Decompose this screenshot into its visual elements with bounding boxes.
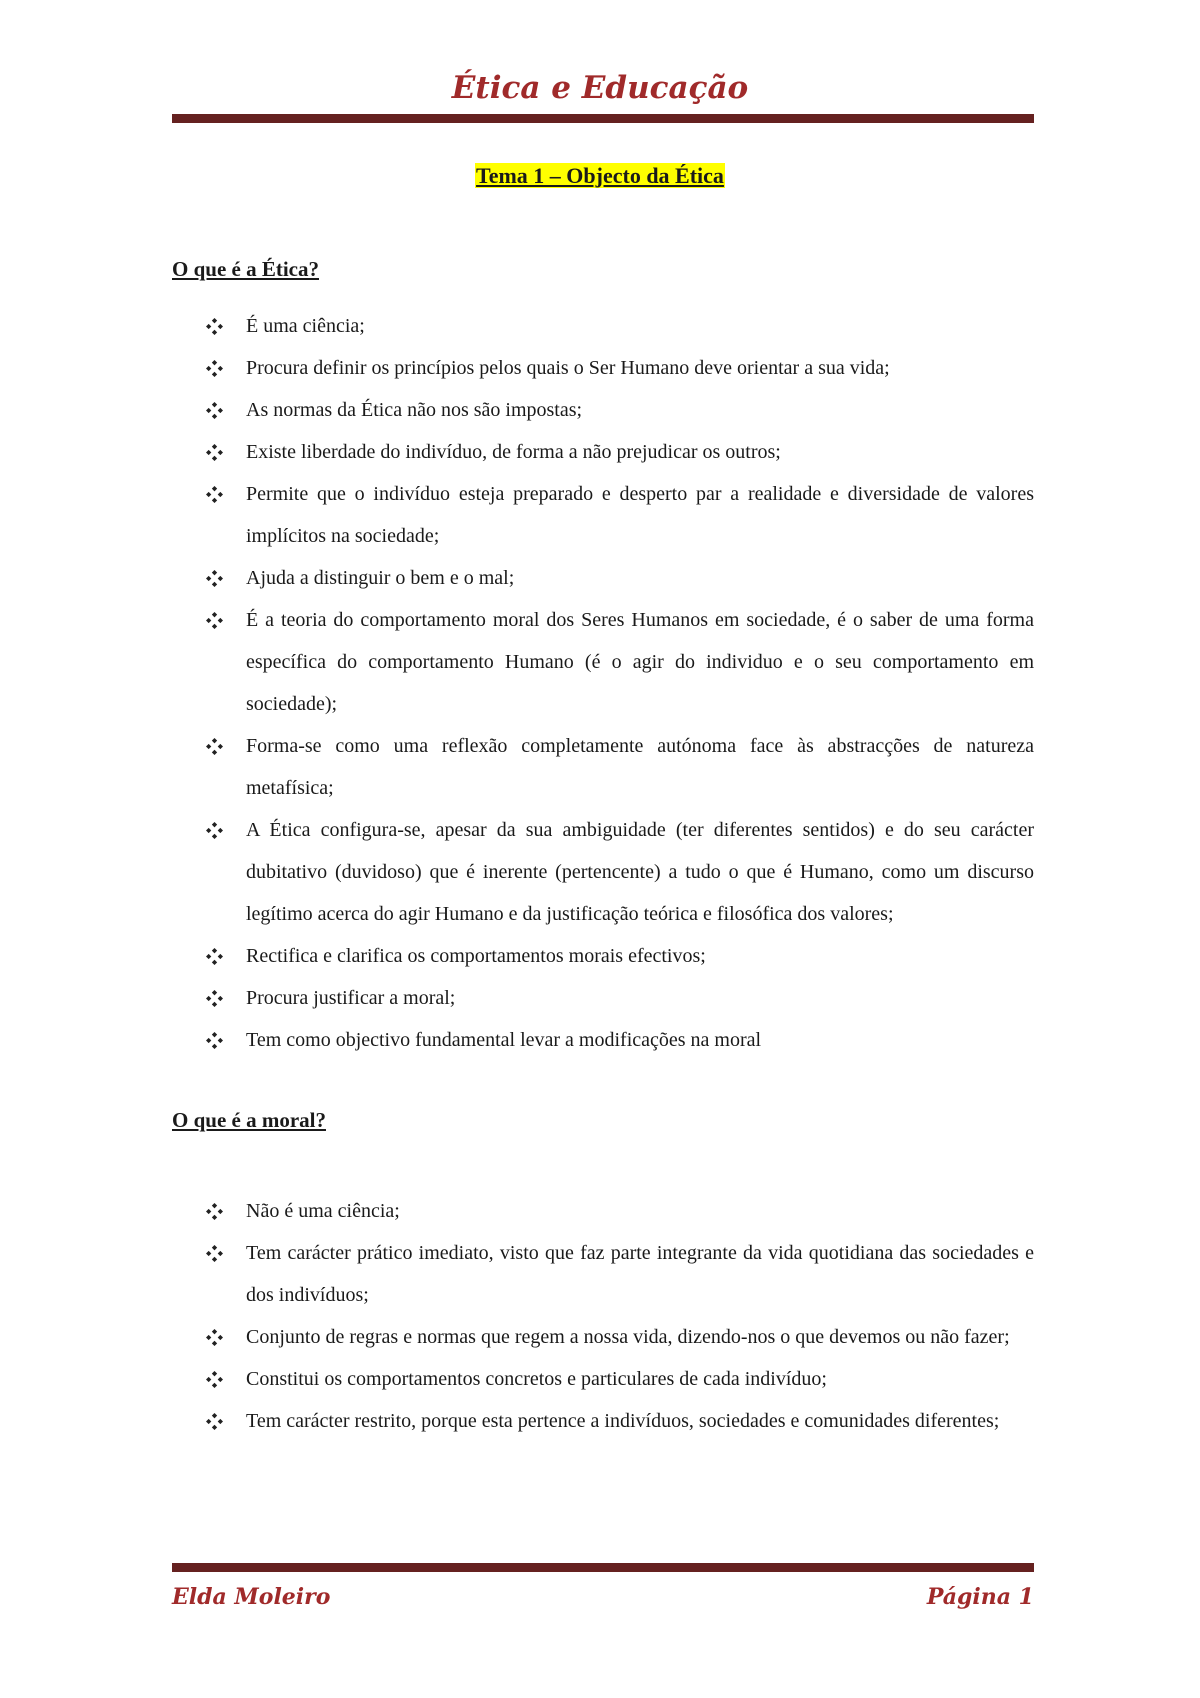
list-item-text: Tem carácter prático imediato, visto que faz parte integrante da vida quotidiana das sociedades e dos indivíduos;	[246, 1242, 1034, 1306]
four-diamond-bullet-icon	[206, 1413, 223, 1430]
four-diamond-bullet-icon	[206, 570, 223, 587]
list-item-text: É a teoria do comportamento moral dos Seres Humanos em sociedade, é o saber de uma forma específica do comportamento Humano (é o agir do individuo e o seu comportamento em sociedade);	[246, 609, 1034, 715]
footer-page-number: Página 1	[926, 1584, 1034, 1610]
list-item-text: Não é uma ciência;	[246, 1200, 400, 1222]
four-diamond-bullet-icon	[206, 948, 223, 965]
list-item-text: Procura justificar a moral;	[246, 987, 456, 1009]
list-item	[172, 935, 1034, 977]
topic-title	[0, 163, 1200, 189]
list-item	[172, 599, 1034, 725]
list-item-text: Ajuda a distinguir o bem e o mal;	[246, 567, 515, 589]
list-item	[172, 1400, 1034, 1442]
list-item-text: Procura definir os princípios pelos quais o Ser Humano deve orientar a sua vida;	[246, 357, 890, 379]
list-item-text: Existe liberdade do indivíduo, de forma a não prejudicar os outros;	[246, 441, 781, 463]
content	[172, 254, 1034, 1442]
list-item-text: Rectifica e clarifica os comportamentos morais efectivos;	[246, 945, 706, 967]
bullet-list	[172, 1190, 1034, 1442]
list-item	[172, 1019, 1034, 1061]
topic-title-text: Tema 1 – Objecto da Ética	[476, 163, 724, 188]
header-rule	[172, 114, 1034, 123]
list-item-text: É uma ciência;	[246, 315, 365, 337]
list-item-text: Tem carácter restrito, porque esta pertence a indivíduos, sociedades e comunidades diferentes;	[246, 1410, 1000, 1432]
footer-author: Elda Moleiro	[172, 1584, 331, 1610]
list-item	[172, 389, 1034, 431]
section-moral	[172, 1105, 1034, 1442]
section-heading: O que é a moral?	[172, 1108, 326, 1132]
list-item	[172, 977, 1034, 1019]
four-diamond-bullet-icon	[206, 1329, 223, 1346]
header-title: Ética e Educação	[451, 70, 749, 106]
four-diamond-bullet-icon	[206, 1371, 223, 1388]
bullet-list	[172, 305, 1034, 1061]
list-item-text: As normas da Ética não nos são impostas;	[246, 399, 583, 421]
list-item	[172, 557, 1034, 599]
list-item	[172, 347, 1034, 389]
four-diamond-bullet-icon	[206, 612, 223, 629]
list-item	[172, 1190, 1034, 1232]
four-diamond-bullet-icon	[206, 990, 223, 1007]
section-etica	[172, 254, 1034, 1061]
footer-rule	[172, 1563, 1034, 1572]
section-heading: O que é a Ética?	[172, 257, 319, 281]
list-item	[172, 1316, 1034, 1358]
four-diamond-bullet-icon	[206, 1245, 223, 1262]
list-item-text: Permite que o indivíduo esteja preparado e desperto par a realidade e diversidade de valores implícitos na sociedade;	[246, 483, 1034, 547]
four-diamond-bullet-icon	[206, 1203, 223, 1220]
list-item	[172, 1232, 1034, 1316]
list-item-text: A Ética configura-se, apesar da sua ambiguidade (ter diferentes sentidos) e do seu carácter dubitativo (duvidoso) que é inerente (pertencente) a tudo o que é Humano, como um discurso legítimo acerca do agir Humano e da justificação teórica e filosófica dos valores;	[246, 819, 1034, 925]
list-item-text: Constitui os comportamentos concretos e particulares de cada indivíduo;	[246, 1368, 827, 1390]
list-item	[172, 725, 1034, 809]
list-item-text: Conjunto de regras e normas que regem a nossa vida, dizendo-nos o que devemos ou não fazer;	[246, 1326, 1010, 1348]
list-item	[172, 1358, 1034, 1400]
four-diamond-bullet-icon	[206, 822, 223, 839]
list-item	[172, 809, 1034, 935]
four-diamond-bullet-icon	[206, 738, 223, 755]
four-diamond-bullet-icon	[206, 402, 223, 419]
list-item	[172, 305, 1034, 347]
four-diamond-bullet-icon	[206, 360, 223, 377]
list-item	[172, 473, 1034, 557]
list-item-text: Forma-se como uma reflexão completamente autónoma face às abstracções de natureza metafísica;	[246, 735, 1034, 799]
four-diamond-bullet-icon	[206, 318, 223, 335]
list-item	[172, 431, 1034, 473]
four-diamond-bullet-icon	[206, 486, 223, 503]
four-diamond-bullet-icon	[206, 1032, 223, 1049]
list-item-text: Tem como objectivo fundamental levar a modificações na moral	[246, 1029, 762, 1051]
four-diamond-bullet-icon	[206, 444, 223, 461]
